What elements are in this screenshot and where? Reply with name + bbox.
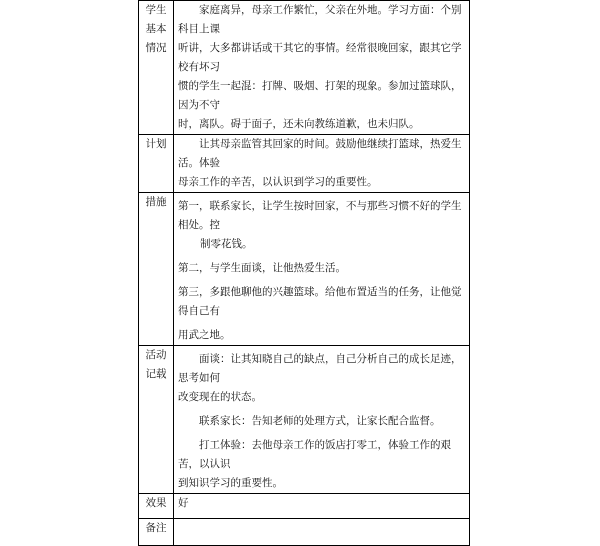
row-remark [139, 519, 470, 546]
label-result: 效果 [139, 494, 174, 519]
basic-info-line: 家庭离异，母亲工作繁忙，父亲在外地。学习方面：个别科目上课 [178, 4, 462, 35]
label-activity-log: 活动记载 [139, 346, 174, 494]
basic-info-line: 听讲，大多都讲话或干其它的事情。经常很晚回家，跟其它学校有坏习 [178, 42, 462, 73]
activity-paragraph: 面谈：让其知晓自己的缺点，自己分析自己的成长足迹，思考如何 [178, 353, 462, 384]
result-value: 好 [174, 494, 470, 519]
activity-paragraph: 到知识学习的重要性。 [178, 477, 283, 489]
label-basic-info: 学生基本情况 [139, 1, 174, 135]
measure-item: 第二，与学生面谈，让他热爱生活。 [178, 262, 346, 274]
basic-info-line: 时，离队。碍于面子，还未向教练道歉，也未归队。 [178, 118, 420, 130]
label-measures: 措施 [139, 193, 174, 346]
row-measures [139, 193, 470, 346]
label-plan: 计划 [139, 135, 174, 193]
row-basic-info [139, 1, 470, 135]
basic-info-line: 惯的学生一起混：打牌、吸烟、打架的现象。参加过篮球队，因为不守 [178, 80, 462, 111]
activity-paragraph: 打工体验：去他母亲工作的饭店打零工，体验工作的艰苦，以认识 [178, 439, 451, 470]
row-activity-log [139, 346, 470, 494]
measure-item: 制零花钱。 [200, 238, 253, 250]
row-plan [139, 135, 470, 193]
student-record-table [138, 0, 470, 546]
measure-item: 第一，联系家长，让学生按时回家，不与那些习惯不好的学生相处。控 [178, 200, 462, 231]
activity-paragraph: 改变现在的状态。 [178, 391, 262, 403]
basic-info-content [174, 1, 470, 135]
plan-content [174, 135, 470, 193]
activity-log-content [174, 346, 470, 494]
row-result [139, 494, 470, 519]
plan-line: 让其母亲监管其回家的时间。鼓励他继续打篮球，热爱生活。体验 [178, 138, 462, 169]
activity-paragraph: 联系家长：告知老师的处理方式，让家长配合监督。 [199, 415, 441, 427]
plan-line: 母亲工作的辛苦，以认识到学习的重要性。 [178, 176, 378, 188]
label-remark: 备注 [139, 519, 174, 546]
measure-item: 用武之地。 [178, 329, 231, 341]
remark-value [174, 519, 470, 546]
measure-item: 第三，多跟他聊他的兴趣篮球。给他布置适当的任务，让他觉得自己有 [178, 286, 462, 317]
measures-content [174, 193, 470, 346]
